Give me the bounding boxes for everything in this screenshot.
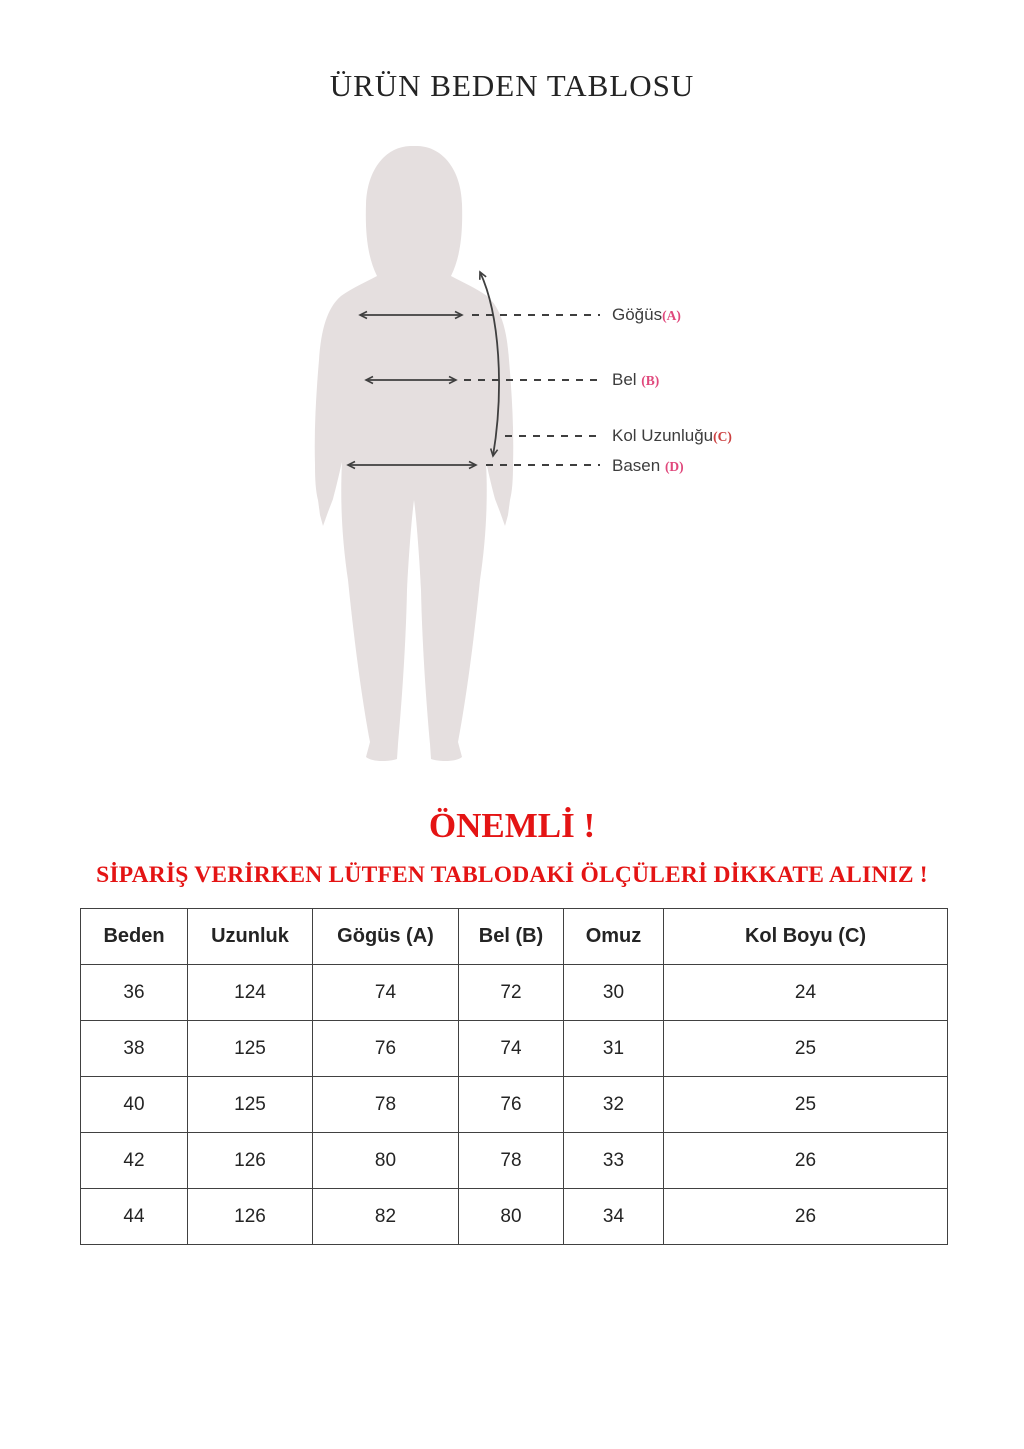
size-cell: 125 [188,1077,313,1133]
size-cell: 124 [188,965,313,1021]
size-cell: 26 [664,1189,948,1245]
col-header-uzunluk: Uzunluk [188,909,313,965]
size-cell: 34 [564,1189,664,1245]
size-row-42 [81,1133,948,1189]
size-cell: 82 [313,1189,459,1245]
female-silhouette-shape [315,146,514,761]
col-header-omuz: Omuz [564,909,664,965]
size-cell: 126 [188,1189,313,1245]
size-cell: 80 [459,1189,564,1245]
arm-length-label-letter: (C) [713,429,732,444]
size-cell: 38 [81,1021,188,1077]
size-cell: 30 [564,965,664,1021]
waist-label [612,370,659,391]
size-cell: 76 [459,1077,564,1133]
chest-label-letter: (A) [662,308,681,323]
size-table-header-row [81,909,948,965]
size-cell: 32 [564,1077,664,1133]
size-cell: 80 [313,1133,459,1189]
col-header-bel: Bel (B) [459,909,564,965]
size-cell: 74 [459,1021,564,1077]
waist-label-text: Bel [612,370,642,389]
hip-label-letter: (D) [664,459,684,474]
col-header-kolboyu: Kol Boyu (C) [664,909,948,965]
page-title: ÜRÜN BEDEN TABLOSU [329,68,695,103]
chest-label [612,305,681,326]
arm-length-label [612,426,732,447]
size-cell: 74 [313,965,459,1021]
hip-label [612,456,684,477]
waist-label-letter: (B) [641,373,660,388]
hip-label-text: Basen [612,456,665,475]
size-cell: 44 [81,1189,188,1245]
size-cell: 25 [664,1077,948,1133]
size-cell: 76 [313,1021,459,1077]
col-header-beden: Beden [81,909,188,965]
order-warning-text: SİPARİŞ VERİRKEN LÜTFEN TABLODAKİ ÖLÇÜLERİ DİKKATE ALINIZ ! [96,862,928,888]
arm-length-label-text: Kol Uzunluğu [612,426,714,445]
size-cell: 78 [313,1077,459,1133]
size-cell: 26 [664,1133,948,1189]
size-row-38 [81,1021,948,1077]
size-cell: 125 [188,1021,313,1077]
size-cell: 33 [564,1133,664,1189]
size-row-44 [81,1189,948,1245]
size-row-36 [81,965,948,1021]
size-cell: 31 [564,1021,664,1077]
size-cell: 72 [459,965,564,1021]
size-cell: 42 [81,1133,188,1189]
chest-label-text: Göğüs [612,305,663,324]
size-cell: 78 [459,1133,564,1189]
size-cell: 40 [81,1077,188,1133]
size-cell: 126 [188,1133,313,1189]
col-header-gogus: Gögüs (A) [313,909,459,965]
size-cell: 24 [664,965,948,1021]
important-heading: ÖNEMLİ ! [428,806,596,845]
size-table [80,908,948,1245]
size-row-40 [81,1077,948,1133]
size-cell: 36 [81,965,188,1021]
size-cell: 25 [664,1021,948,1077]
